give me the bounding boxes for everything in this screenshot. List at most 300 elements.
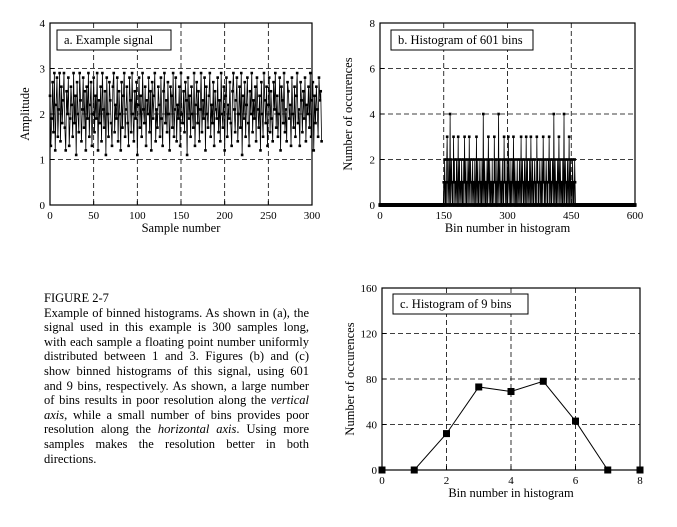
data-point: [105, 76, 108, 79]
data-point: [288, 117, 291, 120]
data-point: [225, 76, 228, 79]
data-point: [296, 72, 299, 75]
data-point: [203, 76, 206, 79]
data-point: [179, 145, 182, 148]
y-tick-label: 2: [369, 154, 375, 167]
data-point: [195, 81, 198, 84]
data-point: [140, 95, 143, 98]
data-point: [234, 131, 237, 134]
data-point: [58, 72, 61, 75]
data-point: [207, 126, 210, 129]
data-point: [285, 140, 288, 143]
data-point: [147, 76, 150, 79]
data-point: [290, 145, 293, 148]
data-point: [199, 108, 202, 111]
data-point: [82, 76, 85, 79]
data-point: [90, 81, 93, 84]
data-point: [525, 135, 528, 138]
data-point: [299, 81, 302, 84]
x-axis-label: Sample number: [141, 221, 221, 235]
data-point: [78, 131, 81, 134]
data-point: [174, 76, 177, 79]
data-point: [109, 99, 112, 102]
y-tick-label: 0: [371, 465, 377, 477]
data-point: [270, 90, 273, 93]
data-point: [528, 158, 531, 161]
data-point: [198, 140, 201, 143]
data-point: [121, 126, 124, 129]
data-point: [553, 113, 556, 116]
data-point: [108, 81, 111, 84]
data-point: [102, 108, 105, 111]
data-point: [84, 90, 87, 93]
data-point: [303, 117, 306, 120]
chart-b: [341, 18, 644, 235]
data-point: [242, 95, 245, 98]
data-point: [294, 135, 297, 138]
data-point: [548, 135, 551, 138]
data-point: [153, 95, 156, 98]
data-point: [261, 113, 264, 116]
data-point: [104, 90, 107, 93]
data-point: [140, 135, 143, 138]
data-point: [83, 126, 86, 129]
data-point: [157, 85, 160, 88]
x-tick-label: 200: [216, 210, 233, 222]
data-point: [235, 99, 238, 102]
data-point: [118, 90, 121, 93]
data-point: [53, 72, 56, 75]
data-point: [172, 72, 175, 75]
y-tick-label: 2: [39, 109, 45, 121]
data-point: [112, 72, 115, 75]
data-point: [142, 108, 145, 111]
data-point: [214, 90, 217, 93]
data-point: [278, 76, 281, 79]
data-point: [604, 467, 611, 474]
data-point: [249, 90, 252, 93]
data-point: [66, 113, 69, 116]
data-point: [70, 85, 73, 88]
data-point: [475, 383, 482, 390]
data-point: [257, 126, 260, 129]
data-point: [71, 135, 74, 138]
data-point: [164, 122, 167, 125]
data-point: [542, 135, 545, 138]
data-point: [233, 108, 236, 111]
data-point: [285, 108, 288, 111]
data-point: [293, 85, 296, 88]
data-point: [107, 135, 110, 138]
data-point: [183, 131, 186, 134]
data-point: [473, 158, 476, 161]
data-point: [217, 131, 220, 134]
y-tick-label: 6: [369, 63, 375, 76]
data-point: [176, 104, 179, 107]
data-point: [305, 104, 308, 107]
data-point: [93, 131, 96, 134]
data-point: [77, 113, 80, 116]
data-point: [89, 104, 92, 107]
data-point: [181, 122, 184, 125]
data-point: [503, 135, 506, 138]
data-point: [278, 113, 281, 116]
y-tick-label: 80: [366, 374, 377, 386]
y-axis-label: Amplitude: [18, 87, 32, 141]
data-point: [190, 85, 193, 88]
data-point: [98, 122, 101, 125]
data-point: [488, 158, 491, 161]
data-point: [267, 104, 270, 107]
data-point: [240, 72, 243, 75]
data-point: [126, 85, 129, 88]
data-point: [450, 158, 453, 161]
data-point: [51, 81, 54, 84]
data-point: [98, 99, 101, 102]
data-point: [181, 113, 184, 116]
data-point: [202, 117, 205, 120]
data-point: [188, 95, 191, 98]
data-point: [186, 154, 189, 157]
data-point: [119, 113, 122, 116]
data-point: [232, 72, 235, 75]
data-point: [135, 81, 138, 84]
data-point: [222, 85, 225, 88]
data-point: [319, 90, 322, 93]
caption-text: [44, 306, 309, 466]
data-point: [273, 108, 276, 111]
chart-a: [18, 18, 323, 235]
data-point: [76, 81, 79, 84]
data-point: [154, 140, 157, 143]
data-point: [168, 149, 171, 152]
data-point: [244, 135, 247, 138]
data-point: [633, 203, 636, 207]
data-point: [95, 117, 98, 120]
data-point: [236, 76, 239, 79]
data-point: [271, 140, 274, 143]
data-point: [457, 135, 460, 138]
data-point: [467, 158, 470, 161]
data-point: [116, 76, 119, 79]
data-point: [103, 126, 106, 129]
data-point: [92, 76, 95, 79]
chart-c: [343, 283, 644, 500]
data-point: [221, 113, 224, 116]
data-point: [162, 90, 165, 93]
data-point: [216, 117, 219, 120]
data-point: [530, 135, 533, 138]
data-point: [60, 85, 63, 88]
data-point: [161, 145, 164, 148]
data-point: [216, 76, 219, 79]
data-point: [175, 140, 178, 143]
x-tick-label: 50: [88, 210, 100, 222]
data-point: [155, 108, 158, 111]
data-point: [554, 158, 557, 161]
chart-title: c. Histogram of 9 bins: [400, 297, 512, 311]
data-point: [50, 117, 53, 120]
data-point: [165, 99, 168, 102]
data-point: [312, 81, 315, 84]
data-point: [115, 117, 118, 120]
x-tick-label: 150: [435, 210, 452, 222]
data-point: [143, 122, 146, 125]
y-tick-label: 4: [39, 18, 45, 30]
x-tick-label: 150: [172, 210, 190, 222]
data-point: [280, 85, 283, 88]
data-point: [202, 99, 205, 102]
data-point: [309, 72, 312, 75]
data-point: [206, 113, 209, 116]
data-point: [411, 467, 418, 474]
data-point: [139, 126, 142, 129]
x-tick-label: 0: [377, 210, 383, 222]
data-point: [482, 113, 485, 116]
data-point: [193, 72, 196, 75]
data-point: [78, 72, 81, 75]
y-tick-label: 0: [369, 200, 375, 212]
data-point: [110, 122, 113, 125]
data-point: [291, 113, 294, 116]
data-point: [167, 81, 170, 84]
chart-title: b. Histogram of 601 bins: [398, 33, 523, 47]
data-point: [449, 113, 452, 116]
data-point: [491, 158, 494, 161]
data-point: [174, 108, 177, 111]
data-point: [85, 149, 88, 152]
data-point: [302, 90, 305, 93]
data-point: [253, 117, 256, 120]
data-point: [316, 108, 319, 111]
data-point: [56, 76, 59, 79]
data-point: [245, 104, 248, 107]
data-point: [145, 145, 148, 148]
data-point: [301, 131, 304, 134]
data-point: [287, 90, 290, 93]
y-tick-label: 8: [369, 18, 375, 30]
data-point: [556, 158, 559, 161]
data-point: [154, 72, 157, 75]
data-point: [144, 85, 147, 88]
data-point: [167, 113, 170, 116]
data-point: [501, 158, 504, 161]
data-point: [211, 122, 214, 125]
data-point: [120, 81, 123, 84]
data-point: [205, 85, 208, 88]
data-point: [73, 122, 76, 125]
data-point: [250, 72, 253, 75]
data-point: [239, 126, 242, 129]
data-point: [160, 76, 163, 79]
data-point: [493, 135, 496, 138]
x-axis-label: Bin number in histogram: [444, 221, 571, 235]
data-point: [314, 122, 317, 125]
data-point: [91, 113, 94, 116]
data-point: [136, 154, 139, 157]
data-point: [289, 104, 292, 107]
data-point: [268, 76, 271, 79]
caption-emphasis: vertical axis: [44, 393, 309, 422]
data-point: [237, 113, 240, 116]
x-tick-label: 300: [303, 210, 321, 222]
data-point: [523, 158, 526, 161]
data-point: [124, 135, 127, 138]
data-point: [50, 145, 53, 148]
data-point: [96, 72, 99, 75]
data-point: [291, 76, 294, 79]
data-point: [561, 158, 564, 161]
data-point: [134, 117, 137, 120]
data-point: [315, 85, 318, 88]
data-point: [281, 99, 284, 102]
data-point: [68, 145, 71, 148]
data-point: [236, 140, 239, 143]
data-point: [227, 104, 230, 107]
data-point: [230, 145, 233, 148]
data-point: [63, 72, 66, 75]
y-tick-label: 4: [369, 109, 375, 121]
data-point: [311, 99, 314, 102]
data-point: [127, 145, 130, 148]
caption-run: Example of binned histograms. As shown in (a), the signal used in this example is 300 samples long, with each sample a floating point number uniformly distributed between 1 and 3. Figures (b) and (c) show binned histograms of this signal, using 601 and 9 bins, respectively. As shown, a large number of bins results in poor resolution along the: [44, 305, 309, 408]
data-point: [573, 158, 576, 161]
y-axis-label: Number of occurences: [343, 322, 357, 436]
data-point: [298, 108, 301, 111]
data-point: [65, 90, 68, 93]
data-point: [238, 85, 241, 88]
data-point: [241, 154, 244, 157]
data-point: [191, 113, 194, 116]
data-point: [111, 145, 114, 148]
data-point: [223, 149, 226, 152]
data-point: [574, 181, 577, 184]
data-point: [178, 85, 181, 88]
data-point: [67, 76, 70, 79]
data-point: [559, 158, 562, 161]
data-point: [150, 149, 153, 152]
data-point: [133, 90, 136, 93]
data-point: [71, 104, 74, 107]
data-point: [463, 135, 466, 138]
data-point: [204, 149, 207, 152]
data-point: [483, 158, 486, 161]
data-point: [79, 99, 82, 102]
data-point: [254, 85, 257, 88]
data-point: [506, 158, 509, 161]
x-tick-label: 0: [47, 210, 53, 222]
data-point: [72, 72, 75, 75]
data-point: [69, 117, 72, 120]
data-point: [200, 72, 203, 75]
x-tick-label: 100: [129, 210, 146, 222]
data-point: [97, 149, 100, 152]
y-tick-label: 160: [360, 283, 377, 295]
data-point: [138, 76, 141, 79]
data-point: [313, 95, 316, 98]
data-point: [533, 158, 536, 161]
y-tick-label: 1: [39, 154, 45, 167]
data-point: [119, 149, 122, 152]
data-point: [91, 145, 94, 148]
data-point: [112, 85, 115, 88]
data-point: [497, 113, 500, 116]
data-point: [518, 158, 521, 161]
data-point: [292, 126, 295, 129]
x-tick-label: 450: [563, 210, 580, 222]
data-point: [106, 113, 109, 116]
data-point: [126, 122, 129, 125]
data-point: [266, 145, 269, 148]
data-point: [262, 135, 265, 138]
data-point: [443, 430, 450, 437]
data-point: [312, 149, 315, 152]
data-point: [158, 104, 161, 107]
data-point: [62, 99, 65, 102]
data-point: [177, 117, 180, 120]
data-point: [52, 131, 55, 134]
data-point: [131, 72, 134, 75]
data-point: [279, 149, 282, 152]
data-point: [305, 140, 308, 143]
x-tick-label: 4: [508, 475, 514, 487]
data-point: [113, 131, 116, 134]
data-point: [55, 104, 58, 107]
data-point: [210, 104, 213, 107]
data-point: [166, 131, 169, 134]
data-point: [187, 76, 190, 79]
x-tick-label: 8: [637, 475, 643, 487]
data-point: [468, 135, 471, 138]
data-point: [243, 81, 246, 84]
y-tick-label: 40: [366, 419, 377, 432]
data-point: [297, 122, 300, 125]
data-point: [170, 95, 173, 98]
data-point: [132, 113, 135, 116]
data-point: [475, 135, 478, 138]
data-point: [283, 72, 286, 75]
data-point: [496, 158, 499, 161]
data-point: [259, 149, 262, 152]
data-point: [513, 158, 516, 161]
x-tick-label: 300: [499, 210, 516, 222]
data-point: [308, 126, 311, 129]
y-tick-label: 120: [360, 328, 377, 341]
data-point: [265, 85, 268, 88]
x-tick-label: 6: [572, 475, 579, 487]
x-tick-label: 250: [260, 210, 277, 222]
data-point: [263, 72, 266, 75]
figure-caption: [44, 291, 309, 466]
data-point: [184, 81, 187, 84]
data-point: [282, 122, 285, 125]
data-point: [452, 135, 455, 138]
data-point: [130, 131, 133, 134]
data-point: [286, 81, 289, 84]
data-point: [123, 72, 126, 75]
data-point: [137, 104, 140, 107]
data-point: [295, 95, 298, 98]
data-point: [246, 76, 249, 79]
data-point: [180, 72, 183, 75]
data-point: [271, 117, 274, 120]
caption-emphasis: horizontal axis: [157, 422, 237, 437]
data-point: [260, 81, 263, 84]
data-point: [64, 149, 67, 152]
data-point: [117, 140, 120, 143]
data-point: [226, 135, 229, 138]
data-point: [568, 135, 571, 138]
